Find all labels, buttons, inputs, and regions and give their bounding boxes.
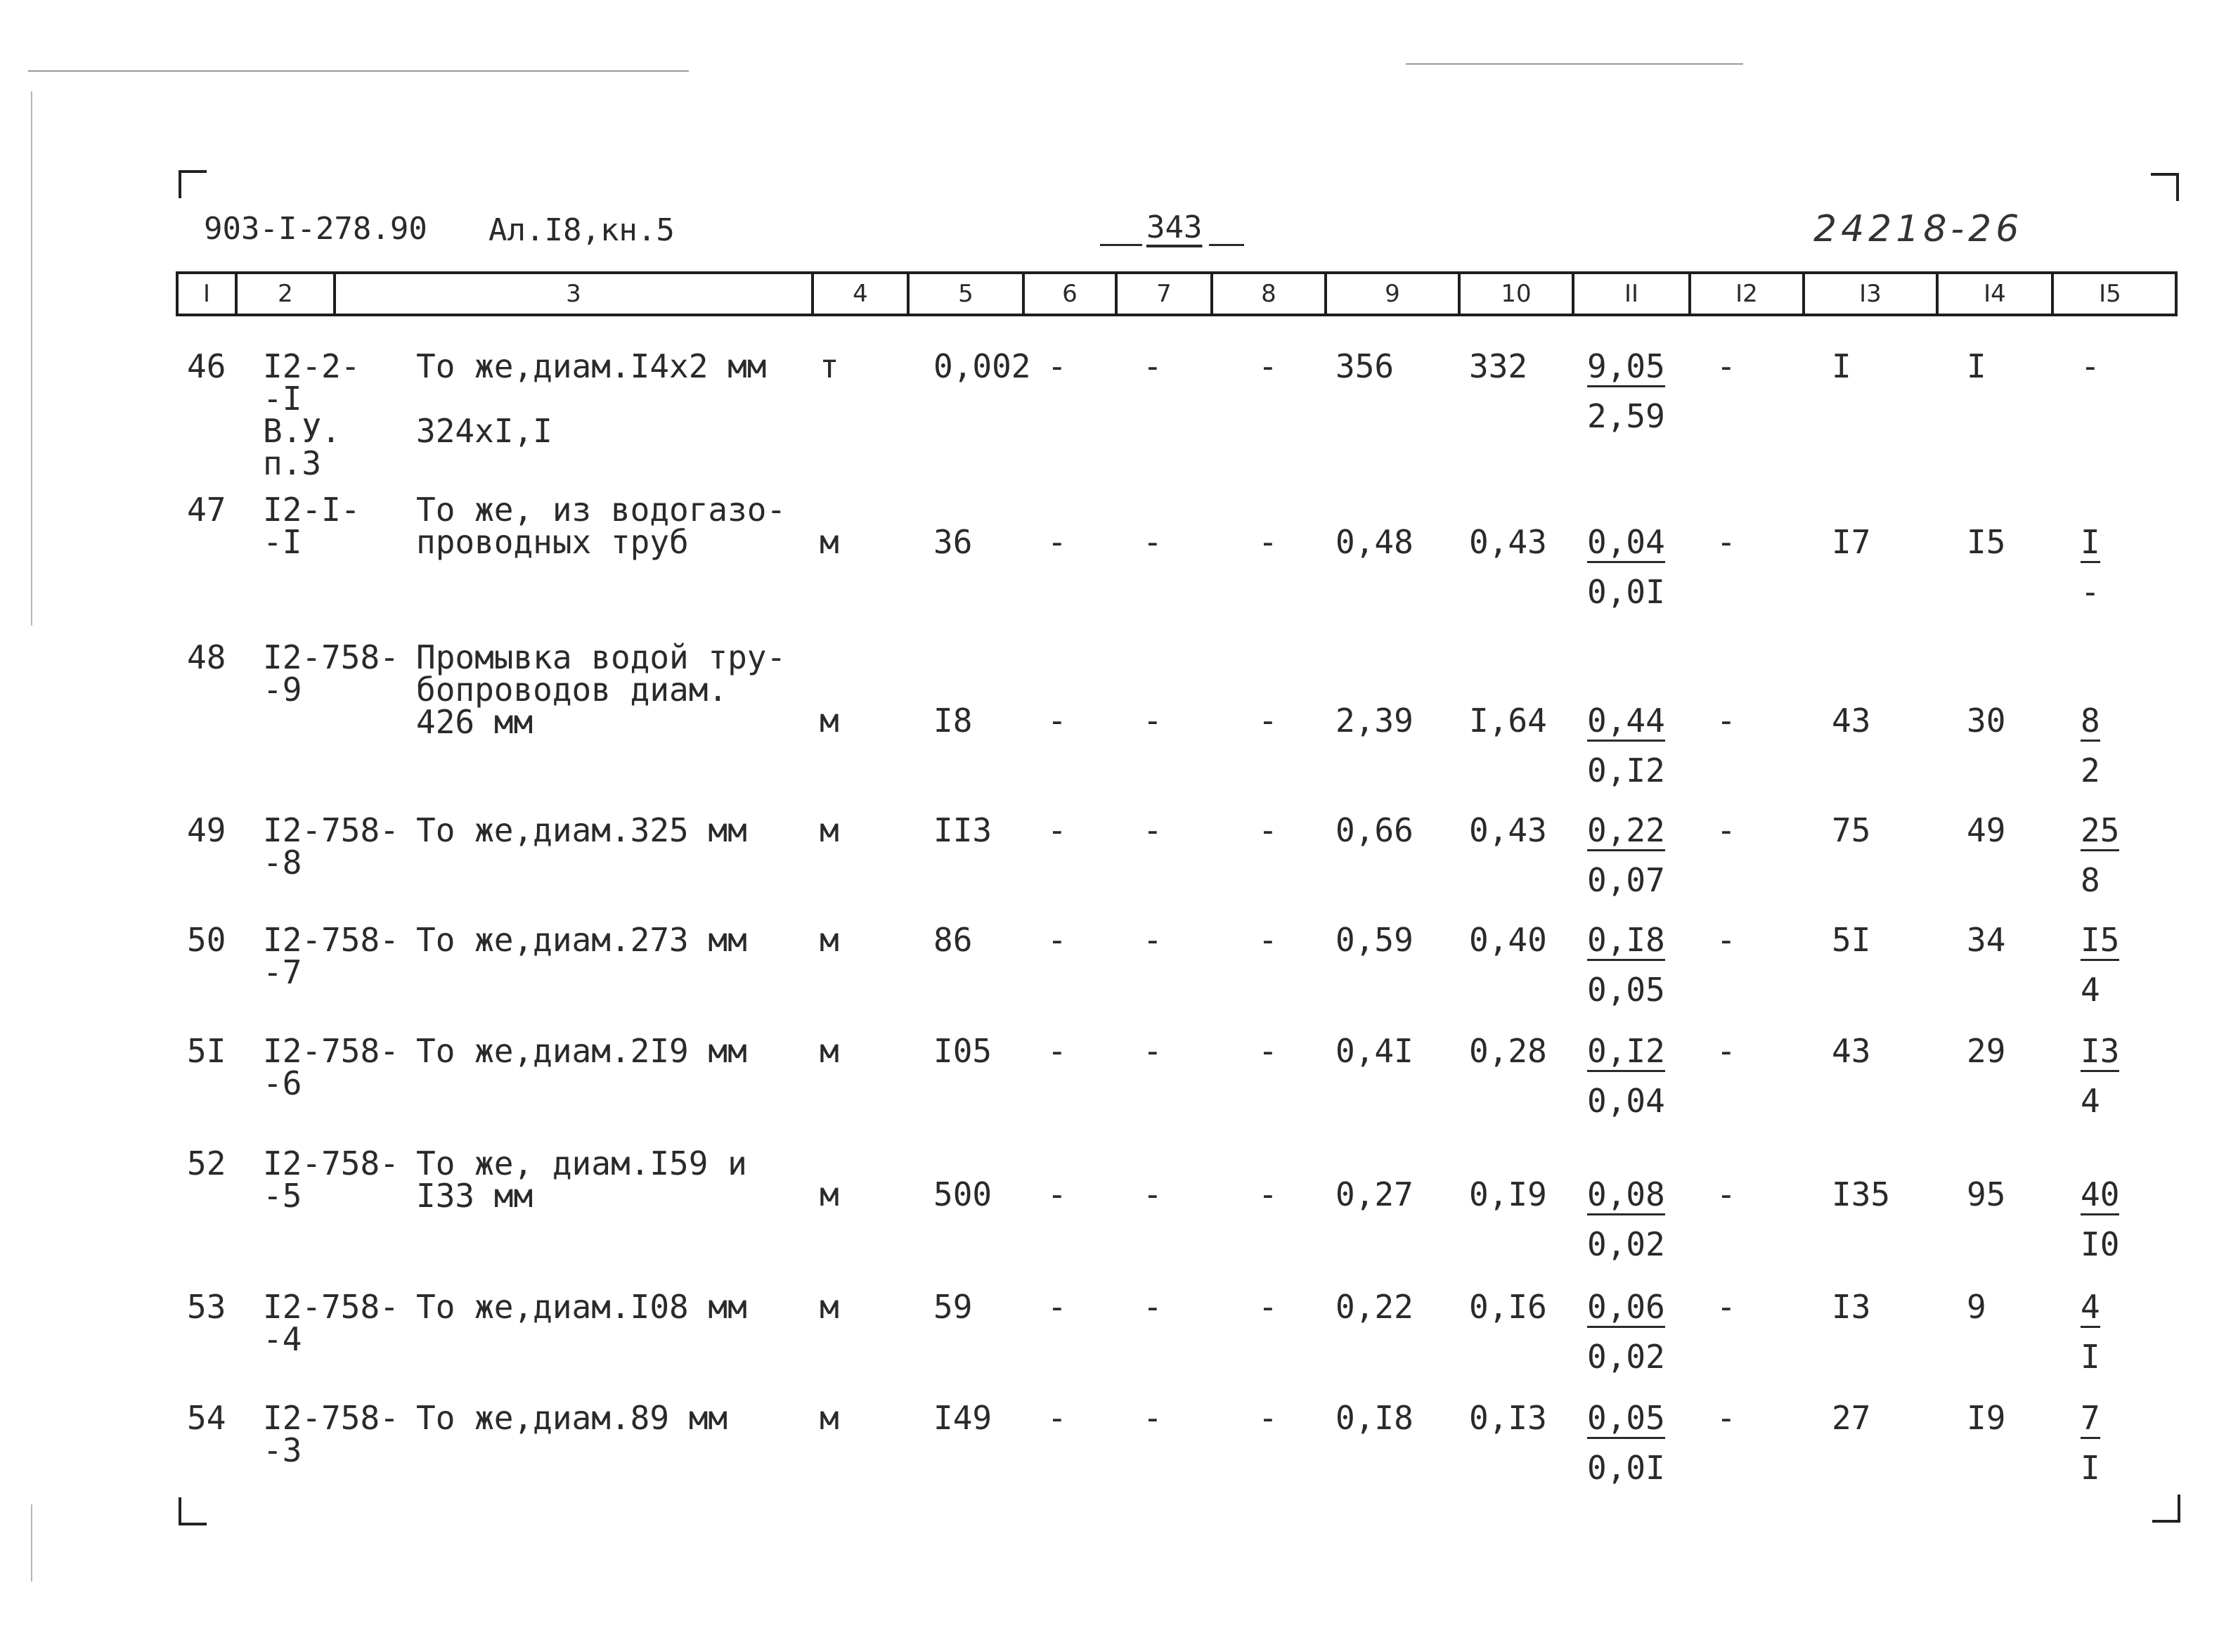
- column-header-cell: 2: [238, 274, 336, 314]
- row-number: 47: [187, 491, 226, 529]
- fraction-denominator: 4: [2081, 971, 2100, 1009]
- fraction-numerator: 9,05: [1587, 350, 1665, 387]
- col11-fraction: [1587, 811, 1665, 899]
- col15-fraction: [2081, 347, 2100, 395]
- fraction-denominator: 2,59: [1587, 397, 1665, 435]
- col6-cell: -: [1047, 921, 1067, 959]
- col8-cell: -: [1258, 347, 1278, 385]
- unit-of-measure: м: [820, 1032, 839, 1070]
- column-header-cell: 5: [910, 274, 1025, 314]
- norm-code: I2-758- -9: [263, 638, 399, 709]
- fraction-numerator: 0,08: [1587, 1178, 1665, 1215]
- col14-cell: 95: [1967, 1175, 2006, 1213]
- col8-cell: -: [1258, 702, 1278, 740]
- quantity-cell: 500: [933, 1175, 992, 1213]
- col6-cell: -: [1047, 1288, 1067, 1326]
- col10-cell: 0,43: [1469, 523, 1547, 561]
- col8-cell: -: [1258, 921, 1278, 959]
- col13-cell: 5I: [1832, 921, 1871, 959]
- page-number: 343: [1100, 209, 1244, 246]
- col13-cell: I: [1832, 347, 1851, 385]
- col12-cell: -: [1716, 702, 1736, 740]
- col12-cell: -: [1716, 1399, 1736, 1437]
- col13-cell: 43: [1832, 702, 1871, 740]
- norm-code: I2-I- -I: [263, 491, 361, 561]
- quantity-cell: II3: [933, 811, 992, 849]
- column-header-cell: 7: [1118, 274, 1213, 314]
- fraction-numerator: 0,05: [1587, 1402, 1665, 1439]
- column-header-cell: I: [179, 274, 238, 314]
- row-number: 48: [187, 638, 226, 676]
- column-header-cell: 3: [336, 274, 814, 314]
- col6-cell: -: [1047, 523, 1067, 561]
- col10-cell: 0,I3: [1469, 1399, 1547, 1437]
- document-code: 903-I-278.90: [204, 211, 427, 247]
- col11-fraction: [1587, 1175, 1665, 1263]
- fraction-denominator: 0,02: [1587, 1338, 1665, 1376]
- work-description: Промывка водой тру- бопроводов диам. 426 мм: [416, 638, 787, 741]
- col12-cell: -: [1716, 347, 1736, 385]
- col11-fraction: [1587, 1288, 1665, 1376]
- col12-cell: -: [1716, 811, 1736, 849]
- fraction-numerator: 0,06: [1587, 1291, 1665, 1328]
- col8-cell: -: [1258, 1288, 1278, 1326]
- norm-code: I2-2- -I В.У. п.3: [263, 347, 361, 482]
- col9-cell: 0,22: [1335, 1288, 1414, 1326]
- col7-cell: -: [1143, 523, 1163, 561]
- col14-cell: I5: [1967, 523, 2006, 561]
- col14-cell: I: [1967, 347, 1986, 385]
- work-description: То же,диам.273 мм: [416, 921, 747, 959]
- col8-cell: -: [1258, 811, 1278, 849]
- col10-cell: 0,40: [1469, 921, 1547, 959]
- col8-cell: -: [1258, 1032, 1278, 1070]
- work-description: То же,диам.325 мм: [416, 811, 747, 849]
- quantity-cell: 59: [933, 1288, 973, 1326]
- fraction-numerator: I3: [2081, 1035, 2119, 1072]
- fraction-numerator: I: [2081, 526, 2100, 563]
- unit-of-measure: м: [820, 1399, 839, 1437]
- column-header-cell: II: [1574, 274, 1691, 314]
- column-header-cell: I5: [2099, 280, 2121, 308]
- col12-cell: -: [1716, 1175, 1736, 1213]
- column-header-cell: I3: [1805, 274, 1939, 314]
- column-header-cell: 8: [1213, 274, 1327, 314]
- col13-cell: 27: [1832, 1399, 1871, 1437]
- col6-cell: -: [1047, 1032, 1067, 1070]
- col14-cell: 29: [1967, 1032, 2006, 1070]
- work-description: То же, диам.I59 и I33 мм: [416, 1144, 747, 1215]
- column-header-cell: 10: [1461, 274, 1574, 314]
- column-header-cell: 9: [1327, 274, 1461, 314]
- col14-cell: 9: [1967, 1288, 1986, 1326]
- col15-fraction: [2081, 1175, 2120, 1263]
- norm-code: I2-758- -5: [263, 1144, 399, 1215]
- col7-cell: -: [1143, 347, 1163, 385]
- fraction-numerator: I5: [2081, 924, 2119, 961]
- fraction-denominator: 8: [2081, 861, 2100, 899]
- handwritten-stamp: 24218-26: [1813, 208, 2024, 250]
- fraction-denominator: 0,I2: [1587, 751, 1665, 789]
- col14-cell: 49: [1967, 811, 2006, 849]
- col9-cell: 0,I8: [1335, 1399, 1414, 1437]
- col7-cell: -: [1143, 1032, 1163, 1070]
- col7-cell: -: [1143, 921, 1163, 959]
- col7-cell: -: [1143, 1288, 1163, 1326]
- col13-cell: I3: [1832, 1288, 1871, 1326]
- quantity-cell: 36: [933, 523, 973, 561]
- fraction-numerator: 0,22: [1587, 814, 1665, 851]
- fraction-numerator: -: [2081, 347, 2100, 385]
- col10-cell: 0,43: [1469, 811, 1547, 849]
- col8-cell: -: [1258, 1399, 1278, 1437]
- norm-code: I2-758- -3: [263, 1399, 399, 1469]
- fraction-numerator: 4: [2081, 1291, 2100, 1328]
- col12-cell: -: [1716, 523, 1736, 561]
- col15-fraction: [2081, 921, 2120, 1009]
- col6-cell: -: [1047, 347, 1067, 385]
- quantity-cell: I05: [933, 1032, 992, 1070]
- unit-of-measure: м: [820, 702, 839, 740]
- row-number: 54: [187, 1399, 226, 1437]
- fraction-numerator: 7: [2081, 1402, 2100, 1439]
- fraction-denominator: I: [2081, 1338, 2100, 1376]
- col9-cell: 2,39: [1335, 702, 1414, 740]
- col9-cell: 0,59: [1335, 921, 1414, 959]
- col12-cell: -: [1716, 921, 1736, 959]
- fraction-denominator: 0,07: [1587, 861, 1665, 899]
- fraction-numerator: 0,04: [1587, 526, 1665, 563]
- unit-of-measure: м: [820, 921, 839, 959]
- norm-code: I2-758- -8: [263, 811, 399, 882]
- col7-cell: -: [1143, 1399, 1163, 1437]
- col6-cell: -: [1047, 1175, 1067, 1213]
- fraction-denominator: I0: [2081, 1225, 2120, 1263]
- unit-of-measure: м: [820, 1288, 839, 1326]
- fraction-denominator: 2: [2081, 751, 2100, 789]
- unit-of-measure: м: [820, 523, 839, 561]
- row-number: 50: [187, 921, 226, 959]
- fraction-numerator: 0,I8: [1587, 924, 1665, 961]
- col9-cell: 0,48: [1335, 523, 1414, 561]
- col10-cell: 0,I6: [1469, 1288, 1547, 1326]
- quantity-cell: 86: [933, 921, 973, 959]
- fraction-denominator: -: [2081, 573, 2100, 611]
- unit-of-measure: м: [820, 1175, 839, 1213]
- work-description: То же,диам.I4x2 мм 324xI,I: [416, 347, 767, 450]
- col6-cell: -: [1047, 702, 1067, 740]
- work-description: То же,диам.89 мм: [416, 1399, 728, 1437]
- col15-fraction: [2081, 1399, 2100, 1487]
- col15-fraction: [2081, 811, 2120, 899]
- quantity-cell: I8: [933, 702, 973, 740]
- quantity-cell: I49: [933, 1399, 992, 1437]
- col6-cell: -: [1047, 811, 1067, 849]
- col11-fraction: [1587, 921, 1665, 1009]
- fraction-numerator: 8: [2081, 704, 2100, 742]
- norm-code: I2-758- -4: [263, 1288, 399, 1358]
- fraction-numerator: 25: [2081, 814, 2119, 851]
- fraction-numerator: 0,44: [1587, 704, 1665, 742]
- unit-of-measure: т: [820, 347, 839, 385]
- col9-cell: 356: [1335, 347, 1395, 385]
- col7-cell: -: [1143, 702, 1163, 740]
- col13-cell: 43: [1832, 1032, 1871, 1070]
- fraction-denominator: 0,0I: [1587, 573, 1665, 611]
- col10-cell: 332: [1469, 347, 1528, 385]
- norm-code: I2-758- -6: [263, 1032, 399, 1102]
- col13-cell: I35: [1832, 1175, 1891, 1213]
- fraction-denominator: 0,05: [1587, 971, 1665, 1009]
- column-header-cell: 6: [1025, 274, 1118, 314]
- col11-fraction: [1587, 704, 1665, 787]
- sheet-reference: Ал.I8,кн.5: [489, 212, 675, 248]
- col9-cell: 0,27: [1335, 1175, 1414, 1213]
- column-header-cell: I4: [1939, 274, 2054, 314]
- col14-cell: 30: [1967, 702, 2006, 740]
- work-description: То же, из водогазо- проводных труб: [416, 491, 787, 561]
- fraction-denominator: 4: [2081, 1082, 2100, 1120]
- col10-cell: I,64: [1469, 702, 1547, 740]
- col11-fraction: [1587, 523, 1665, 611]
- col10-cell: 0,I9: [1469, 1175, 1547, 1213]
- col11-fraction: [1587, 347, 1665, 435]
- col15-fraction: [2081, 1032, 2120, 1120]
- work-description: То же,диам.2I9 мм: [416, 1032, 747, 1070]
- fraction-denominator: 0,04: [1587, 1082, 1665, 1120]
- col11-fraction: [1587, 1399, 1665, 1487]
- fraction-denominator: 0,02: [1587, 1225, 1665, 1263]
- col15-fraction: [2081, 523, 2100, 611]
- column-header-cell: I2: [1691, 274, 1805, 314]
- row-number: 53: [187, 1288, 226, 1326]
- col15-fraction: [2081, 704, 2100, 787]
- row-number: 46: [187, 347, 226, 385]
- norm-code: I2-758- -7: [263, 921, 399, 991]
- col13-cell: I7: [1832, 523, 1871, 561]
- col12-cell: -: [1716, 1032, 1736, 1070]
- col13-cell: 75: [1832, 811, 1871, 849]
- col15-fraction: [2081, 1288, 2100, 1376]
- col8-cell: -: [1258, 1175, 1278, 1213]
- fraction-numerator: 40: [2081, 1178, 2119, 1215]
- work-description: То же,диам.I08 мм: [416, 1288, 747, 1326]
- col10-cell: 0,28: [1469, 1032, 1547, 1070]
- row-number: 52: [187, 1144, 226, 1182]
- row-number: 5I: [187, 1032, 226, 1070]
- col8-cell: -: [1258, 523, 1278, 561]
- fraction-denominator: 0,0I: [1587, 1449, 1665, 1487]
- col7-cell: -: [1143, 811, 1163, 849]
- col14-cell: 34: [1967, 921, 2006, 959]
- column-header-cell: 4: [814, 274, 910, 314]
- col12-cell: -: [1716, 1288, 1736, 1326]
- quantity-cell: 0,002: [933, 347, 1031, 385]
- unit-of-measure: м: [820, 811, 839, 849]
- col14-cell: I9: [1967, 1399, 2006, 1437]
- col9-cell: 0,66: [1335, 811, 1414, 849]
- col7-cell: -: [1143, 1175, 1163, 1213]
- row-number: 49: [187, 811, 226, 849]
- col9-cell: 0,4I: [1335, 1032, 1414, 1070]
- fraction-denominator: I: [2081, 1449, 2100, 1487]
- col6-cell: -: [1047, 1399, 1067, 1437]
- fraction-numerator: 0,I2: [1587, 1035, 1665, 1072]
- col11-fraction: [1587, 1032, 1665, 1120]
